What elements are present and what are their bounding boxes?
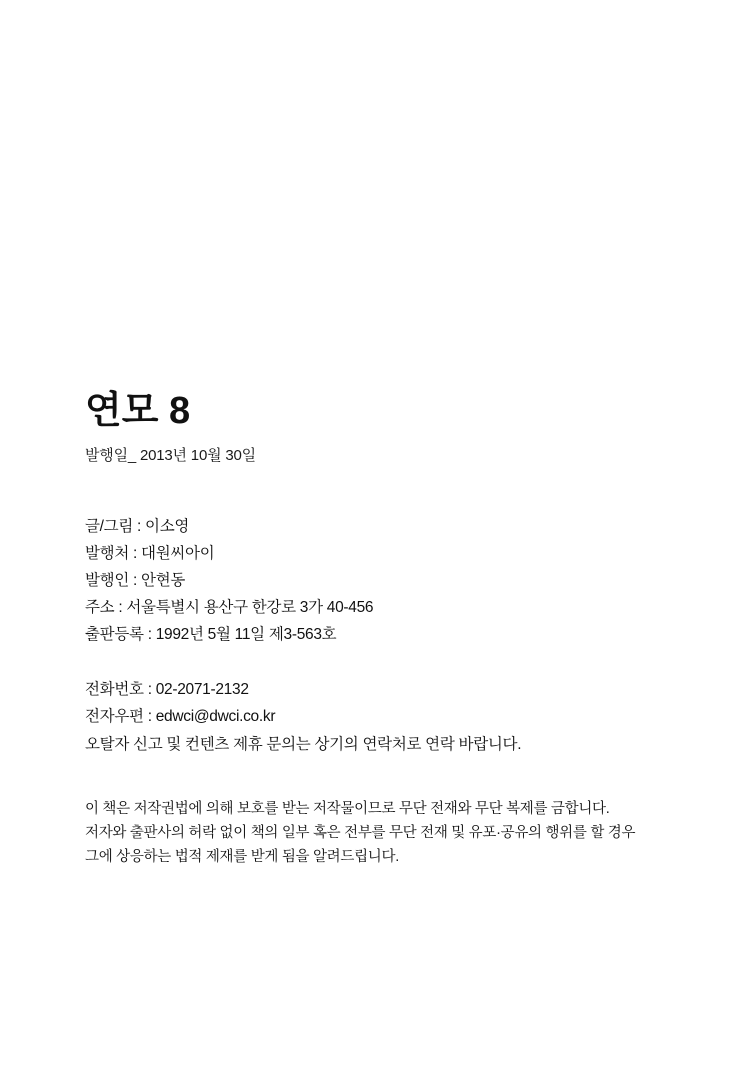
credit-author: 글/그림 : 이소영: [85, 517, 190, 535]
credit-address: 주소 : 서울특별시 용산구 한강로 3가 40-456: [85, 599, 374, 617]
page-title: 연모 8: [85, 390, 191, 432]
credit-publisher-person: 발행인 : 안현동: [85, 571, 186, 589]
copyright-notice-line-1: 이 책은 저작권법에 의해 보호를 받는 저작물이므로 무단 전재와 무단 복제를 금합니다.: [85, 801, 610, 817]
credit-registration: 출판등록 : 1992년 5월 11일 제3-563호: [85, 626, 337, 644]
contact-block: [85, 676, 685, 757]
publish-date: 발행일_ 2013년 10월 30일: [85, 446, 256, 464]
contact-inquiry-note: 오탈자 신고 및 컨텐츠 제휴 문의는 상기의 연락처로 연락 바랍니다.: [85, 735, 522, 753]
copyright-notice-line-2: 저자와 출판사의 허락 없이 책의 일부 혹은 전부를 무단 전재 및 유포·공유의 행위를 할 경우: [85, 824, 636, 841]
copyright-notice-line-3: 그에 상응하는 법적 제재를 받게 됨을 알려드립니다.: [85, 848, 399, 865]
colophon-block: [85, 390, 685, 758]
copyright-notice: [85, 798, 665, 870]
contact-phone: 전화번호 : 02-2071-2132: [85, 681, 249, 699]
credit-publisher: 발행처 : 대원씨아이: [85, 544, 215, 562]
contact-email[interactable]: 전자우편 : edwci@dwci.co.kr: [85, 708, 276, 726]
credits-list: [85, 513, 685, 649]
